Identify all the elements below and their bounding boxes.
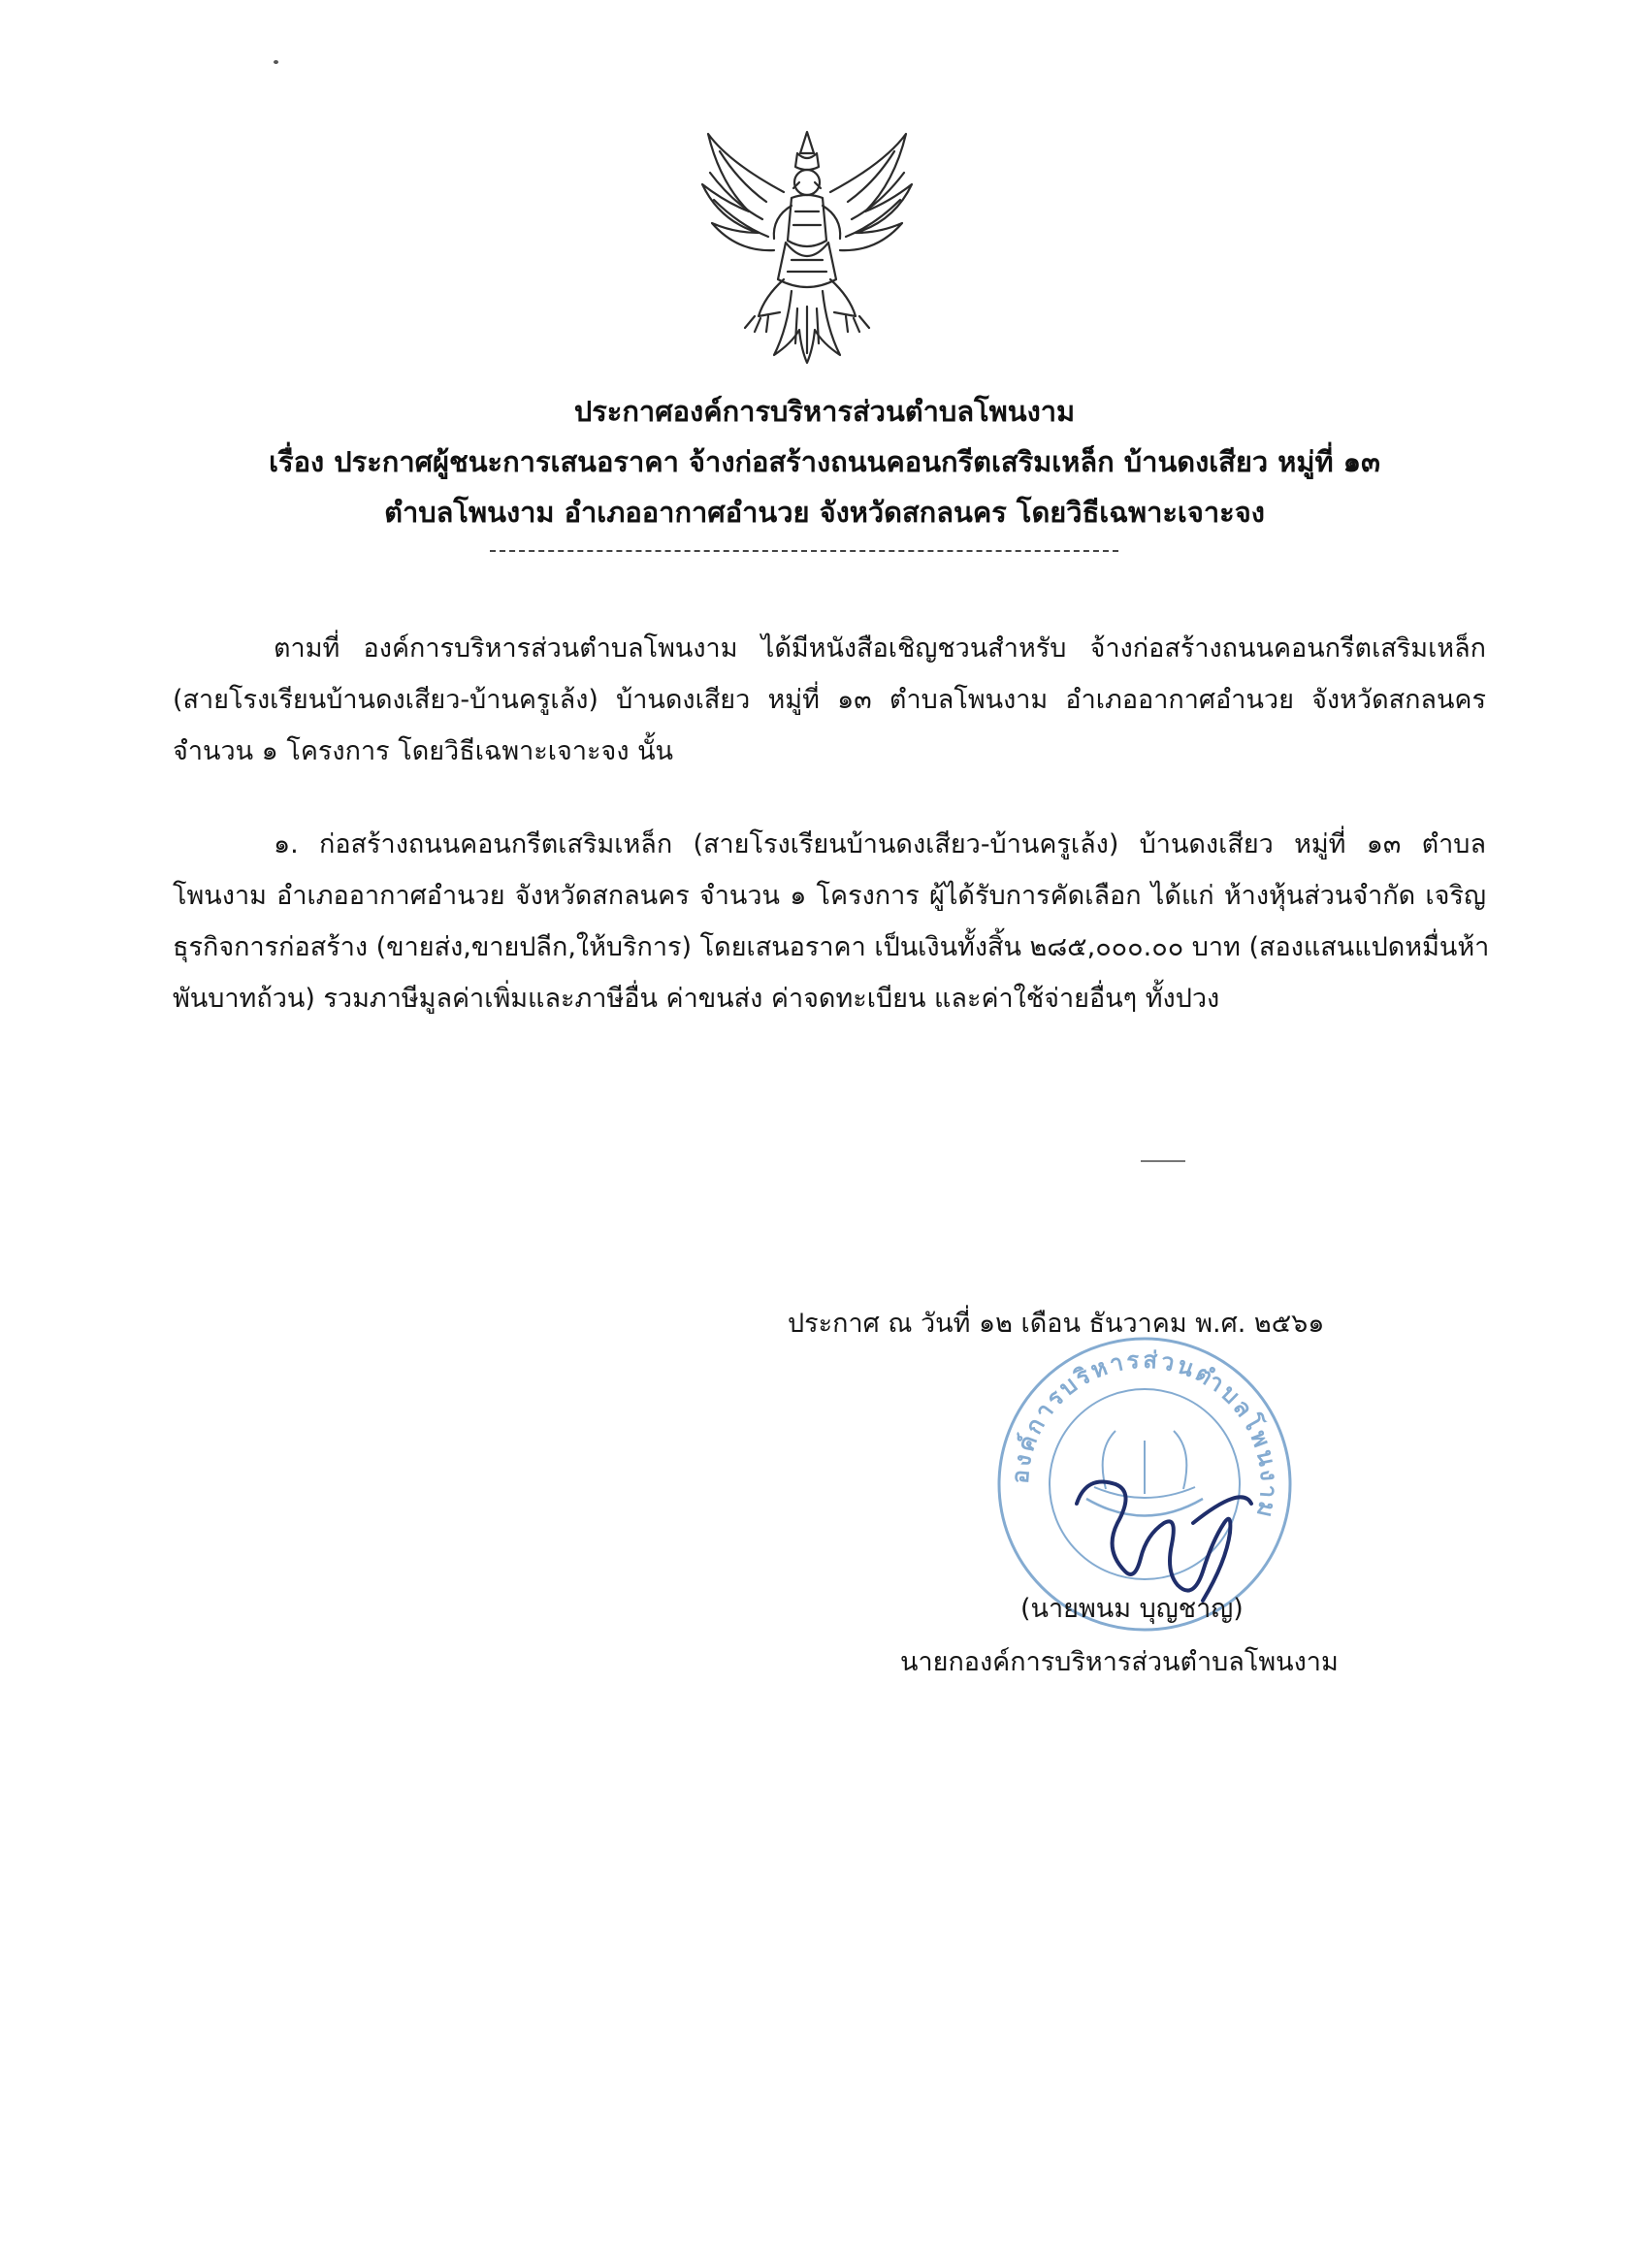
signer-name: (นายพนม บุญชาญ) bbox=[1020, 1594, 1244, 1624]
paragraph-1-line-1: ตามที่ องค์การบริหารส่วนตำบลโพนงาม ได้มีหนังสือเชิญชวนสำหรับ จ้างก่อสร้างถนนคอนกรีตเสริมเหล็ก bbox=[274, 633, 1486, 664]
paragraph-1-line-3: จำนวน ๑ โครงการ โดยวิธีเฉพาะเจาะจง นั้น bbox=[173, 736, 673, 766]
announcement-title: ประกาศองค์การบริหารส่วนตำบลโพนงาม bbox=[573, 395, 1076, 428]
announcement-subject-continued: ตำบลโพนงาม อำเภออากาศอำนวย จังหวัดสกลนคร โดยวิธีเฉพาะเจาะจง bbox=[384, 496, 1265, 529]
stamp-text: องค์การบริหารส่วนตำบลโพนงาม bbox=[1006, 1345, 1283, 1523]
pen-mark bbox=[1141, 1160, 1185, 1166]
signer-title: นายกองค์การบริหารส่วนตำบลโพนงาม bbox=[900, 1647, 1339, 1677]
signature-icon bbox=[1057, 1465, 1261, 1610]
announcement-subject: เรื่อง ประกาศผู้ชนะการเสนอราคา จ้างก่อสร้างถนนคอนกรีตเสริมเหล็ก บ้านดงเสียว หมู่ที่ ๑๓ bbox=[269, 445, 1380, 478]
paragraph-1-line-2: (สายโรงเรียนบ้านดงเสียว-บ้านครูเล้ง) บ้านดงเสียว หมู่ที่ ๑๓ ตำบลโพนงาม อำเภออากาศอำนวย จังหวัดสกลนคร bbox=[173, 685, 1486, 715]
announcement-date: ประกาศ ณ วันที่ ๑๒ เดือน ธันวาคม พ.ศ. ๒๕๖๑ bbox=[788, 1309, 1325, 1339]
paragraph-2-line-1: ๑. ก่อสร้างถนนคอนกรีตเสริมเหล็ก (สายโรงเรียนบ้านดงเสียว-บ้านครูเล้ง) บ้านดงเสียว หมู่ที่ ๑๓ ตำบล bbox=[274, 829, 1486, 859]
scan-speck bbox=[274, 60, 278, 64]
paragraph-2-line-3: ธุรกิจการก่อสร้าง (ขายส่ง,ขายปลีก,ให้บริการ) โดยเสนอราคา เป็นเงินทั้งสิ้น ๒๘๕,๐๐๐.๐๐ บาท (สองแสนแปดหมื่นห้า bbox=[173, 932, 1490, 962]
dashed-divider bbox=[490, 550, 1118, 552]
paragraph-2-line-4: พันบาทถ้วน) รวมภาษีมูลค่าเพิ่มและภาษีอื่น ค่าขนส่ง ค่าจดทะเบียน และค่าใช้จ่ายอื่นๆ ทั้งปวง bbox=[173, 984, 1220, 1014]
paragraph-2-line-2: โพนงาม อำเภออากาศอำนวย จังหวัดสกลนคร จำนวน ๑ โครงการ ผู้ได้รับการคัดเลือก ได้แก่ ห้างหุ้นส่วนจำกัด เจริญ bbox=[173, 881, 1486, 911]
garuda-emblem-icon bbox=[691, 124, 923, 367]
